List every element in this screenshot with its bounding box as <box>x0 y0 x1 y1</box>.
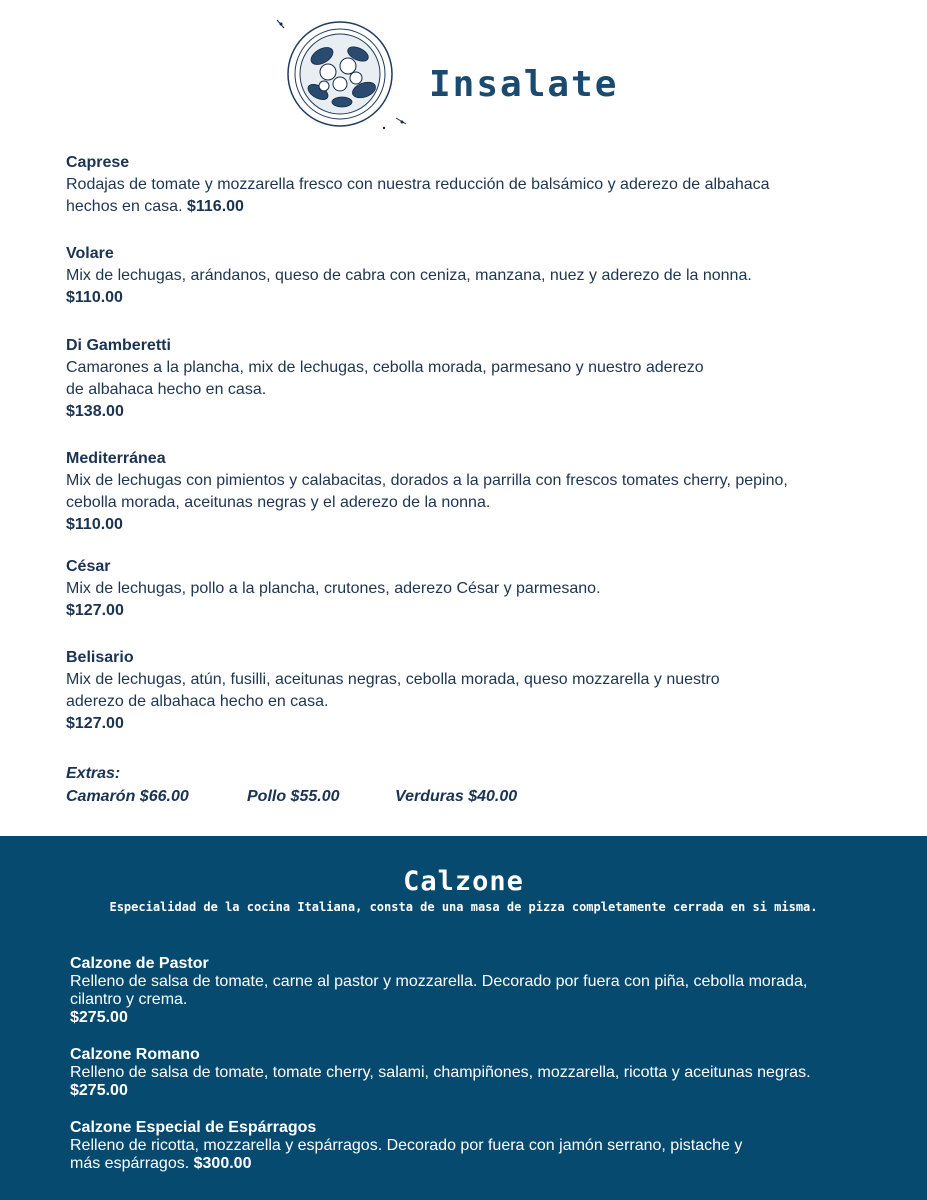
menu-item-caprese <box>66 152 886 218</box>
menu-item-calzone-romano <box>70 1046 900 1100</box>
item-name: Di Gamberetti <box>66 337 171 354</box>
item-price: $110.00 <box>66 516 123 533</box>
calzone-section <box>0 836 927 1200</box>
insalate-title: Insalate <box>429 64 619 105</box>
item-description: Camarones a la plancha, mix de lechugas, cebolla morada, parmesano y nuestro aderezo <box>66 359 704 376</box>
extra-pollo: Pollo $55.00 <box>247 788 340 805</box>
item-name: Volare <box>66 245 114 262</box>
extras-label: Extras: <box>66 765 121 782</box>
item-price: $116.00 <box>186 198 244 215</box>
item-description: aderezo de albahaca hecho en casa. <box>66 693 329 710</box>
item-description: hechos en casa. <box>66 198 183 215</box>
item-name: Mediterránea <box>66 450 166 467</box>
menu-item-calzone-especial-esparragos <box>70 1119 900 1173</box>
item-name: Calzone Especial de Espárragos <box>70 1119 317 1136</box>
item-price: $275.00 <box>70 1082 128 1099</box>
item-description: Mix de lechugas, atún, fusilli, aceitunas negras, cebolla morada, queso mozzarella y nuestro <box>66 671 720 688</box>
menu-item-mediterranea <box>66 448 886 536</box>
extra-verduras: Verduras $40.00 <box>395 788 518 805</box>
item-price: $110.00 <box>66 289 123 306</box>
item-price: $300.00 <box>193 1155 252 1172</box>
item-description: Relleno de salsa de tomate, tomate cherry, salami, champiñones, mozzarella, ricotta y aceitunas negras. <box>70 1064 811 1081</box>
item-description: Relleno de ricotta, mozzarella y espárragos. Decorado por fuera con jamón serrano, pistache y <box>70 1137 743 1154</box>
calzone-subtitle: Especialidad de la cocina Italiana, consta de una masa de pizza completamente cerrada en si misma. <box>109 900 818 914</box>
item-description: Rodajas de tomate y mozzarella fresco con nuestra reducción de balsámico y aderezo de albahaca <box>66 176 770 193</box>
extras-block <box>66 762 517 808</box>
extra-camaron: Camarón $66.00 <box>66 788 189 805</box>
item-description: más espárragos. <box>70 1155 190 1172</box>
item-description: Mix de lechugas, arándanos, queso de cabra con ceniza, manzana, nuez y aderezo de la nonna. <box>66 267 752 284</box>
item-name: César <box>66 558 111 575</box>
salad-plate-illustration-icon <box>272 18 408 130</box>
item-description: Mix de lechugas con pimientos y calabacitas, dorados a la parrilla con frescos tomates cherry, pepino, <box>66 472 788 489</box>
item-name: Calzone Romano <box>70 1046 200 1063</box>
menu-item-calzone-de-pastor <box>70 955 900 1027</box>
item-name: Calzone de Pastor <box>70 955 209 972</box>
item-price: $127.00 <box>66 715 124 732</box>
item-name: Caprese <box>66 154 130 171</box>
item-description: de albahaca hecho en casa. <box>66 381 267 398</box>
calzone-title: Calzone <box>403 866 524 897</box>
menu-item-belisario <box>66 647 886 735</box>
menu-item-volare <box>66 243 886 309</box>
menu-item-di-gamberetti <box>66 335 886 423</box>
item-description: Mix de lechugas, pollo a la plancha, crutones, aderezo César y parmesano. <box>66 580 601 597</box>
item-description: Relleno de salsa de tomate, carne al pastor y mozzarella. Decorado por fuera con piña, cebolla morada, <box>70 973 808 990</box>
item-name: Belisario <box>66 649 134 666</box>
item-description: cebolla morada, aceitunas negras y el aderezo de la nonna. <box>66 494 491 511</box>
item-price: $127.00 <box>66 602 124 619</box>
item-price: $138.00 <box>66 403 124 420</box>
item-description: cilantro y crema. <box>70 991 188 1008</box>
item-price: $275.00 <box>70 1009 128 1026</box>
menu-item-cesar <box>66 556 886 622</box>
